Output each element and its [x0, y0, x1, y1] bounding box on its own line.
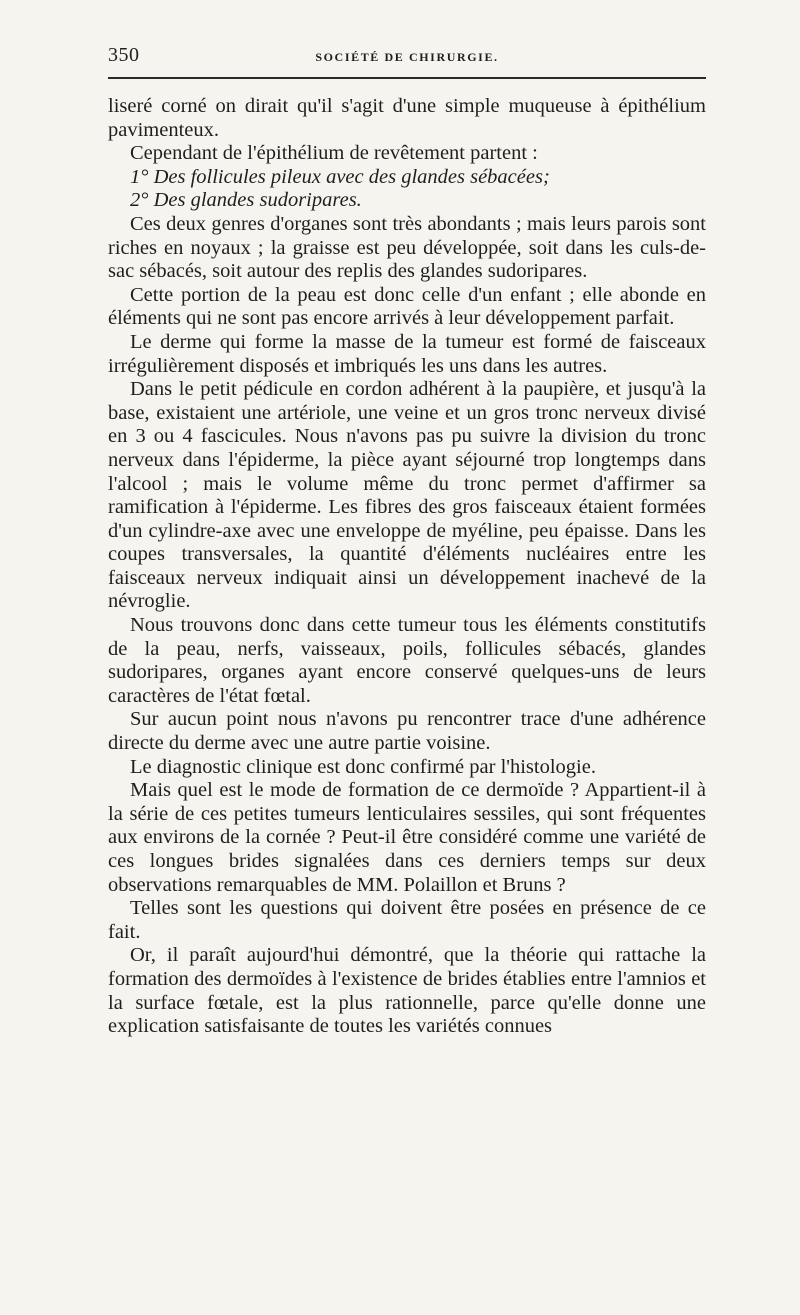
paragraph: Le derme qui forme la masse de la tumeur est formé de faisceaux irrégulièrement disposés et imbriqués les uns dans les autres. [108, 330, 706, 377]
list-item-text: 1° Des follicules pileux avec des glandes sébacées; [130, 165, 550, 188]
page-header [108, 40, 706, 72]
paragraph: Telles sont les questions qui doivent être posées en présence de ce fait. [108, 897, 706, 943]
paragraph: Or, il paraît aujourd'hui démontré, que la théorie qui rattache la formation des dermoïdes à l'existence de brides établies entre l'amnios et la surface fœtale, est la plus rationnelle, parce qu'elle donne une explication satisfaisante de toutes les variétés connues [108, 944, 706, 1038]
paragraph: Sur aucun point nous n'avons pu rencontrer trace d'une adhérence directe du derme avec une autre partie voisine. [108, 708, 706, 755]
list-item [108, 166, 706, 190]
paragraph: Cette portion de la peau est donc celle d'un enfant ; elle abonde en éléments qui ne sont pas encore arrivés à leur développement parfait. [108, 283, 706, 330]
list-item [108, 189, 706, 213]
paragraph: Le diagnostic clinique est donc confirmé par l'histologie. [130, 755, 596, 778]
running-title: SOCIÉTÉ DE CHIRURGIE. [315, 50, 499, 64]
paragraph: Nous trouvons donc dans cette tumeur tous les éléments constitutifs de la peau, nerfs, vaisseaux, poils, follicules sébacés, glandes sudoripares, organes ayant encore conservé quelques-uns de leurs caractères de l'état fœtal. [108, 614, 706, 707]
paragraph: Cependant de l'épithélium de revêtement partent : [130, 142, 538, 165]
paragraph: Dans le petit pédicule en cordon adhérent à la paupière, et jusqu'à la base, existaient une artériole, une veine et un gros tronc nerveux divisé en 3 ou 4 fascicules. Nous n'avons pas pu suivre la division du tronc nerveux dans l'épiderme, la pièce ayant séjourné trop longtemps dans l'alcool ; mais le volume même du tronc permet d'affirmer sa ramification à l'épiderme. Les fibres des gros faisceaux étaient formées d'un cylindre-axe avec une enveloppe de myéline, peu épaisse. Dans les coupes transversales, la quantité d'éléments nucléaires entre les faisceaux nerveux indiquait ainsi un développement inachevé de la névroglie. [108, 378, 706, 613]
paragraph: liseré corné on dirait qu'il s'agit d'une simple muqueuse à épithélium pavimenteux. [108, 95, 706, 141]
paragraph: Ces deux genres d'organes sont très abondants ; mais leurs parois sont riches en noyaux ; la graisse est peu développée, soit dans les culs-de-sac sébacés, soit autour des replis des glandes sudoripares. [108, 212, 706, 283]
paragraph: Mais quel est le mode de formation de ce dermoïde ? Appartient-il à la série de ces petites tumeurs lenticulaires sessiles, qui sont fréquentes aux environs de la cornée ? Peut-il être considéré comme une variété de ces longues brides signalées dans ces derniers temps sur deux observations remarquables de MM. Polaillon et Bruns ? [108, 779, 706, 896]
header-rule [108, 77, 706, 79]
page-number: 350 [108, 44, 140, 66]
list-item-text: 2° Des glandes sudoripares. [130, 189, 362, 212]
body-text [108, 95, 706, 1039]
